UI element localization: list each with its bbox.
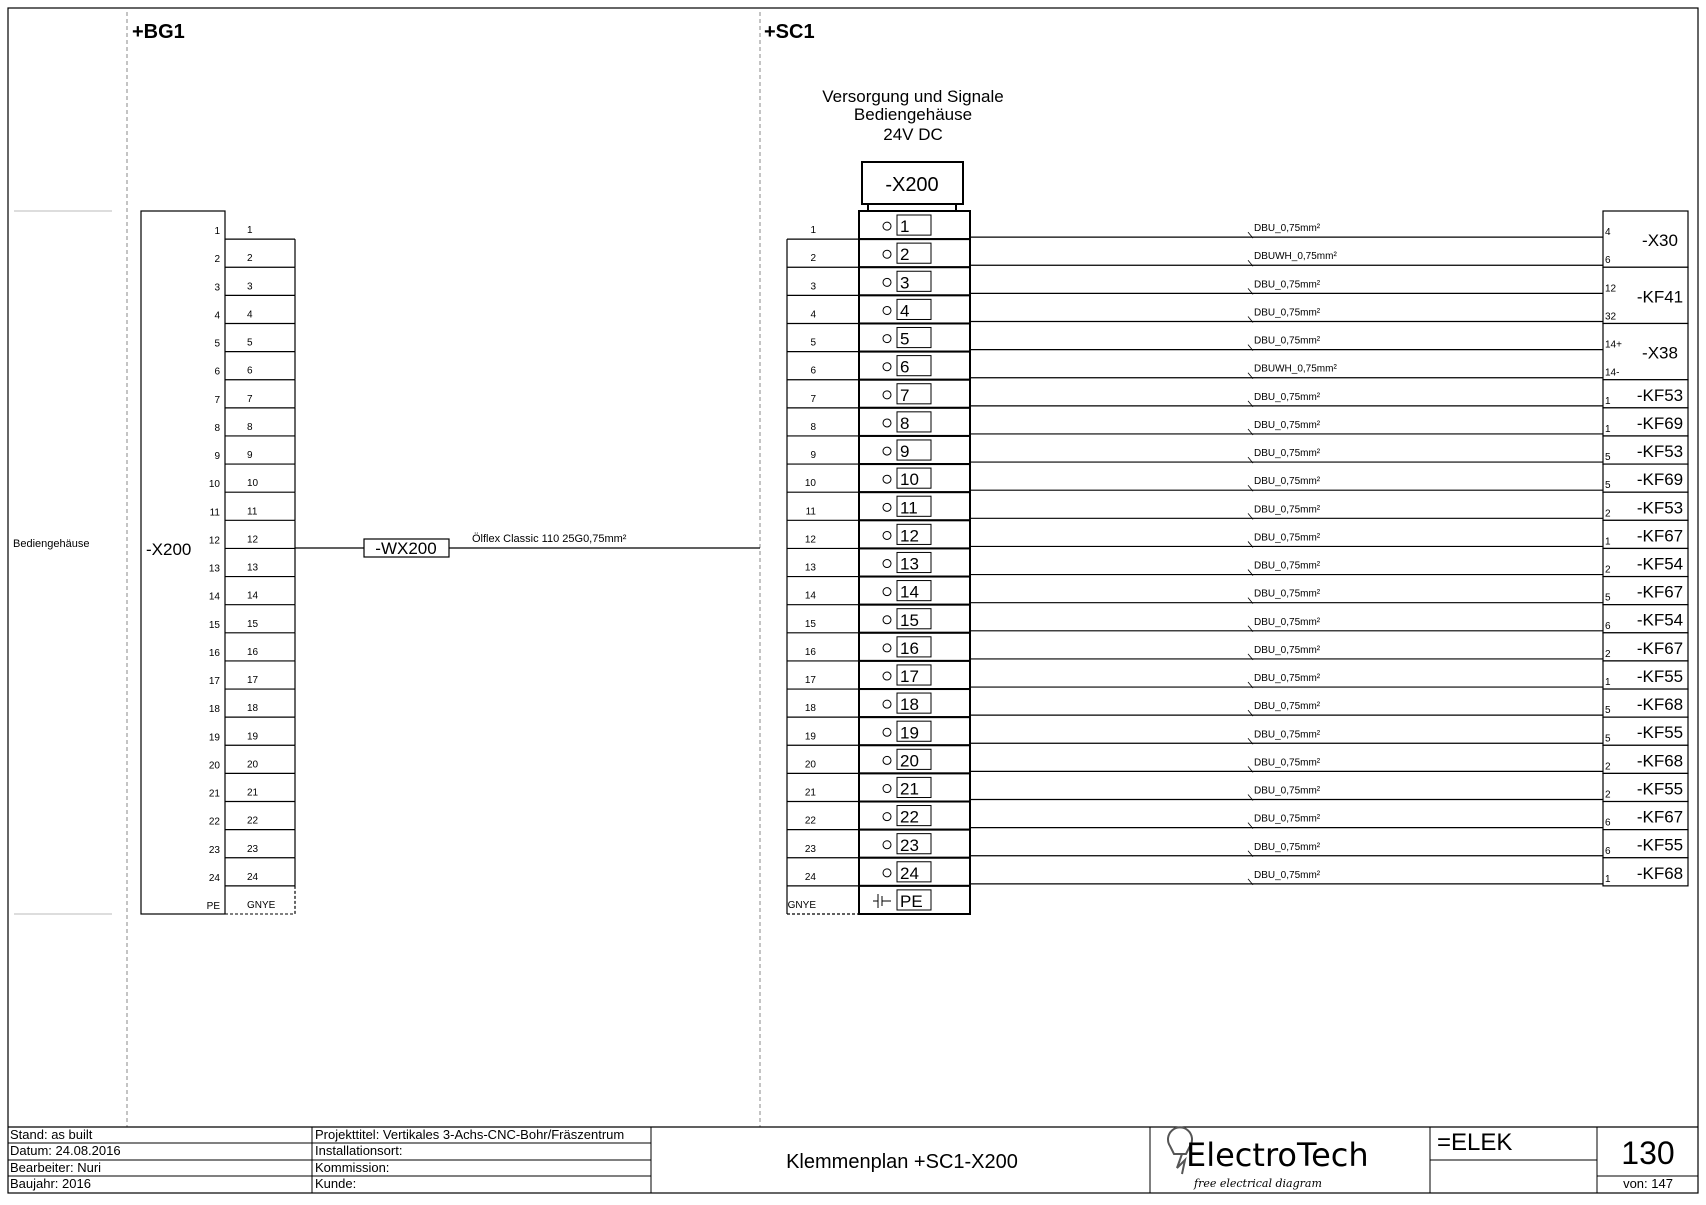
strip-header-line-1: Versorgung und Signale	[822, 87, 1004, 106]
strip-left-label: 19	[804, 731, 816, 743]
target-device-name: -KF67	[1636, 582, 1684, 602]
area-label-bg1: +BG1	[132, 21, 185, 43]
terminal-number: 18	[900, 695, 919, 715]
left-pin-wire-label: 7	[247, 393, 253, 405]
wire-label: DBU_0,75mm²	[1254, 588, 1321, 600]
left-pin-wire-label: 6	[247, 365, 253, 377]
left-pin-wire-label: 22	[247, 815, 259, 827]
tb-page: 130	[1621, 1135, 1675, 1171]
title-block	[8, 1127, 1698, 1193]
wire-label: DBUWH_0,75mm²	[1254, 251, 1337, 263]
left-pin-wire-label: 16	[247, 646, 259, 658]
terminal-number: 11	[900, 498, 918, 518]
device-name-left: -X200	[146, 540, 192, 559]
target-pin-number: 1	[1605, 423, 1611, 435]
left-pin-wire-label: 2	[247, 253, 253, 265]
tb-logo: ElectroTech	[1186, 1136, 1369, 1174]
strip-left-label: 10	[804, 478, 816, 490]
terminal-number: 15	[900, 610, 919, 630]
left-pin-wire-label: 15	[247, 618, 259, 630]
left-pin-number: 3	[214, 282, 220, 294]
target-pin-number: 1	[1605, 873, 1611, 885]
target-device-name: -KF54	[1636, 610, 1684, 630]
left-pin-wire-label: 23	[247, 843, 259, 855]
strip-left-label: 13	[804, 562, 816, 574]
terminal-number: 2	[900, 245, 910, 265]
target-device-name: -KF55	[1636, 835, 1684, 855]
strip-header-line-3: 24V DC	[883, 125, 943, 144]
target-pin-number: 5	[1605, 733, 1611, 745]
wire-label: DBU_0,75mm²	[1254, 560, 1321, 572]
wire-label: DBU_0,75mm²	[1254, 785, 1321, 797]
wire-label: DBU_0,75mm²	[1254, 616, 1321, 628]
left-pin-number: 12	[208, 535, 220, 547]
strip-left-label: 12	[804, 534, 816, 546]
left-pin-number: 21	[208, 788, 220, 800]
target-device-name: -KF69	[1636, 470, 1684, 490]
target-pin-number: 4	[1605, 227, 1611, 239]
wire-label: DBU_0,75mm²	[1254, 335, 1321, 347]
target-pin-number: 14+	[1605, 339, 1622, 351]
target-pin-number: 5	[1605, 452, 1611, 464]
target-pin-number: 2	[1605, 564, 1611, 576]
left-pin-wire-label: 10	[247, 478, 259, 490]
wire-label: DBU_0,75mm²	[1254, 532, 1321, 544]
tb-datum: Datum: 24.08.2016	[10, 1143, 121, 1158]
terminal-number: 12	[900, 526, 919, 546]
strip-left-label: 17	[804, 675, 816, 687]
wire-label: DBU_0,75mm²	[1254, 419, 1321, 431]
left-pin-number: 5	[214, 338, 220, 350]
left-pin-number: 19	[208, 732, 220, 744]
target-device-name: -KF55	[1636, 666, 1684, 686]
cable-name: -WX200	[375, 539, 437, 558]
target-pin-number: 6	[1605, 255, 1611, 267]
wire-label: DBU_0,75mm²	[1254, 279, 1321, 291]
terminal-number: 9	[900, 442, 910, 462]
terminal-number: 14	[900, 582, 919, 602]
wire-label: DBU_0,75mm²	[1254, 841, 1321, 853]
wire-label: DBUWH_0,75mm²	[1254, 363, 1337, 375]
target-device-name: -KF68	[1636, 695, 1684, 715]
left-pin-number: 2	[214, 254, 220, 266]
wire-label: DBU_0,75mm²	[1254, 869, 1321, 881]
terminal-number: 13	[900, 554, 919, 574]
left-pin-number: 10	[208, 479, 220, 491]
target-device-name: -X38	[1642, 343, 1678, 363]
wire-label: DBU_0,75mm²	[1254, 701, 1321, 713]
target-pin-number: 6	[1605, 845, 1611, 857]
wire-label: DBU_0,75mm²	[1254, 673, 1321, 685]
terminal-number: 24	[900, 863, 919, 883]
terminal-number: 4	[900, 301, 910, 321]
target-pin-number: 2	[1605, 789, 1611, 801]
left-pin-wire-label: 12	[247, 534, 259, 546]
left-pin-wire-label: 11	[247, 506, 258, 518]
left-pin-number: 8	[214, 422, 220, 434]
left-pin-number: 4	[214, 310, 220, 322]
left-pin-number: 7	[214, 394, 220, 406]
terminal-number: 22	[900, 807, 919, 827]
left-pin-number: PE	[206, 901, 220, 912]
tb-page-total: von: 147	[1623, 1176, 1673, 1191]
tb-bearbeiter: Bearbeiter: Nuri	[10, 1160, 102, 1175]
strip-left-label: 21	[804, 787, 816, 799]
terminal-number: 21	[900, 779, 919, 799]
target-device-name: -X30	[1642, 231, 1678, 251]
target-pin-number: 14-	[1605, 367, 1620, 379]
strip-left-label: 15	[804, 618, 816, 630]
strip-left-label: 6	[810, 365, 816, 377]
terminal-number: 17	[900, 667, 919, 687]
wire-label: DBU_0,75mm²	[1254, 391, 1321, 403]
left-pin-wire-label: 5	[247, 337, 253, 349]
left-pin-number: 20	[208, 760, 220, 772]
left-pin-wire-label: 4	[247, 309, 253, 321]
wire-label: DBU_0,75mm²	[1254, 223, 1321, 235]
strip-left-label: GNYE	[787, 900, 816, 911]
terminal-number: 8	[900, 413, 910, 433]
strip-left-label: 14	[804, 590, 816, 602]
left-pin-number: 13	[208, 563, 220, 575]
tb-baujahr: Baujahr: 2016	[10, 1176, 91, 1191]
strip-header-line-2: Bediengehäuse	[853, 105, 973, 124]
left-pin-wire-label: 18	[247, 703, 259, 715]
strip-left-label: 18	[804, 703, 816, 715]
terminal-number: 6	[900, 357, 910, 377]
tb-installationsort: Installationsort:	[315, 1143, 403, 1158]
target-pin-number: 6	[1605, 817, 1611, 829]
strip-left-label: 1	[810, 225, 816, 237]
left-pin-wire-label: 13	[247, 562, 259, 574]
strip-left-label: 24	[804, 871, 816, 883]
target-device-name: -KF68	[1636, 863, 1684, 883]
left-pin-number: 18	[208, 704, 220, 716]
tb-stand: Stand: as built	[10, 1127, 93, 1142]
target-pin-number: 2	[1605, 761, 1611, 773]
left-pin-number: 24	[208, 872, 220, 884]
tb-kommission: Kommission:	[315, 1160, 390, 1175]
target-pin-number: 5	[1605, 480, 1611, 492]
target-device-name: -KF41	[1636, 287, 1684, 307]
left-pin-wire-label: GNYE	[247, 900, 276, 911]
left-pin-number: 22	[208, 816, 220, 828]
terminal-number: 19	[900, 723, 919, 743]
strip-left-label: 2	[810, 253, 816, 265]
target-pin-number: 5	[1605, 705, 1611, 717]
wire-label: DBU_0,75mm²	[1254, 729, 1321, 741]
left-pin-wire-label: 8	[247, 421, 253, 433]
strip-name: -X200	[885, 174, 939, 196]
left-pin-wire-label: 14	[247, 590, 259, 602]
target-pin-number: 6	[1605, 620, 1611, 632]
wire-label: DBU_0,75mm²	[1254, 504, 1321, 516]
terminal-number: 3	[900, 273, 910, 293]
terminal-number: 7	[900, 385, 910, 405]
tb-sheet-title: Klemmenplan +SC1-X200	[786, 1151, 1018, 1173]
left-pin-wire-label: 21	[247, 787, 259, 799]
tb-logo-tagline: free electrical diagram	[1194, 1177, 1322, 1190]
left-pin-wire-label: 20	[247, 759, 259, 771]
target-device-name: -KF55	[1636, 723, 1684, 743]
terminal-number: 16	[900, 638, 919, 658]
device-box-left	[141, 211, 225, 914]
left-pin-number: 14	[208, 591, 220, 603]
left-pin-number: 11	[209, 507, 220, 519]
target-pin-number: 32	[1605, 311, 1617, 323]
wire-label: DBU_0,75mm²	[1254, 813, 1321, 825]
strip-left-label: 22	[804, 815, 816, 827]
strip-left-label: 8	[810, 421, 816, 433]
target-pin-number: 1	[1605, 395, 1611, 407]
target-device-name: -KF69	[1636, 413, 1684, 433]
target-pin-number: 12	[1605, 283, 1617, 295]
target-pin-number: 1	[1605, 536, 1611, 548]
row-label: Bediengehäuse	[13, 538, 90, 550]
left-pin-number: 15	[208, 619, 220, 631]
target-device-name: -KF68	[1636, 751, 1684, 771]
terminal-number: 20	[900, 751, 919, 771]
strip-left-label: 20	[804, 759, 816, 771]
left-pin-wire-label: 3	[247, 281, 253, 293]
target-device-name: -KF67	[1636, 638, 1684, 658]
left-pin-number: 6	[214, 366, 220, 378]
strip-left-label: 9	[810, 450, 816, 462]
target-pin-number: 2	[1605, 508, 1611, 520]
strip-left-label: 11	[805, 506, 816, 518]
strip-left-label: 23	[804, 843, 816, 855]
cable-spec: Ölflex Classic 110 25G0,75mm²	[472, 533, 627, 545]
left-pin-wire-label: 24	[247, 871, 259, 883]
terminal-number: 1	[900, 217, 910, 237]
target-pin-number: 1	[1605, 677, 1611, 689]
left-pin-wire-label: 19	[247, 731, 259, 743]
left-pin-number: 1	[214, 226, 220, 238]
tb-projekttitel: Projekttitel: Vertikales 3-Achs-CNC-Bohr/Fräszentrum	[315, 1127, 625, 1142]
target-device-name: -KF53	[1636, 442, 1684, 462]
target-device-name: -KF53	[1636, 385, 1684, 405]
target-pin-number: 5	[1605, 592, 1611, 604]
strip-left-label: 16	[804, 646, 816, 658]
strip-left-label: 7	[810, 393, 816, 405]
target-pin-number: 2	[1605, 648, 1611, 660]
wire-label: DBU_0,75mm²	[1254, 476, 1321, 488]
left-pin-wire-label: 9	[247, 450, 253, 462]
tb-function: =ELEK	[1437, 1129, 1513, 1156]
terminal-number: PE	[900, 892, 923, 911]
wire-label: DBU_0,75mm²	[1254, 644, 1321, 656]
sheet-border	[8, 8, 1698, 1193]
area-label-sc1: +SC1	[764, 21, 815, 43]
terminal-number: 23	[900, 835, 919, 855]
wire-label: DBU_0,75mm²	[1254, 757, 1321, 769]
strip-left-label: 3	[810, 281, 816, 293]
terminal-number: 10	[900, 470, 919, 490]
tb-kunde: Kunde:	[315, 1176, 357, 1191]
target-device-name: -KF53	[1636, 498, 1684, 518]
target-device-name: -KF55	[1636, 779, 1684, 799]
left-pin-number: 17	[208, 676, 220, 688]
left-pin-wire-label: 1	[247, 225, 253, 237]
left-pin-wire-label: 17	[247, 675, 259, 687]
left-pin-number: 9	[214, 451, 220, 463]
left-pin-number: 23	[208, 844, 220, 856]
strip-left-label: 5	[810, 337, 816, 349]
target-device-name: -KF67	[1636, 526, 1684, 546]
wire-label: DBU_0,75mm²	[1254, 448, 1321, 460]
wire-label: DBU_0,75mm²	[1254, 307, 1321, 319]
target-device-name: -KF54	[1636, 554, 1684, 574]
strip-left-label: 4	[810, 309, 816, 321]
target-device-name: -KF67	[1636, 807, 1684, 827]
left-pin-number: 16	[208, 647, 220, 659]
terminal-number: 5	[900, 329, 910, 349]
